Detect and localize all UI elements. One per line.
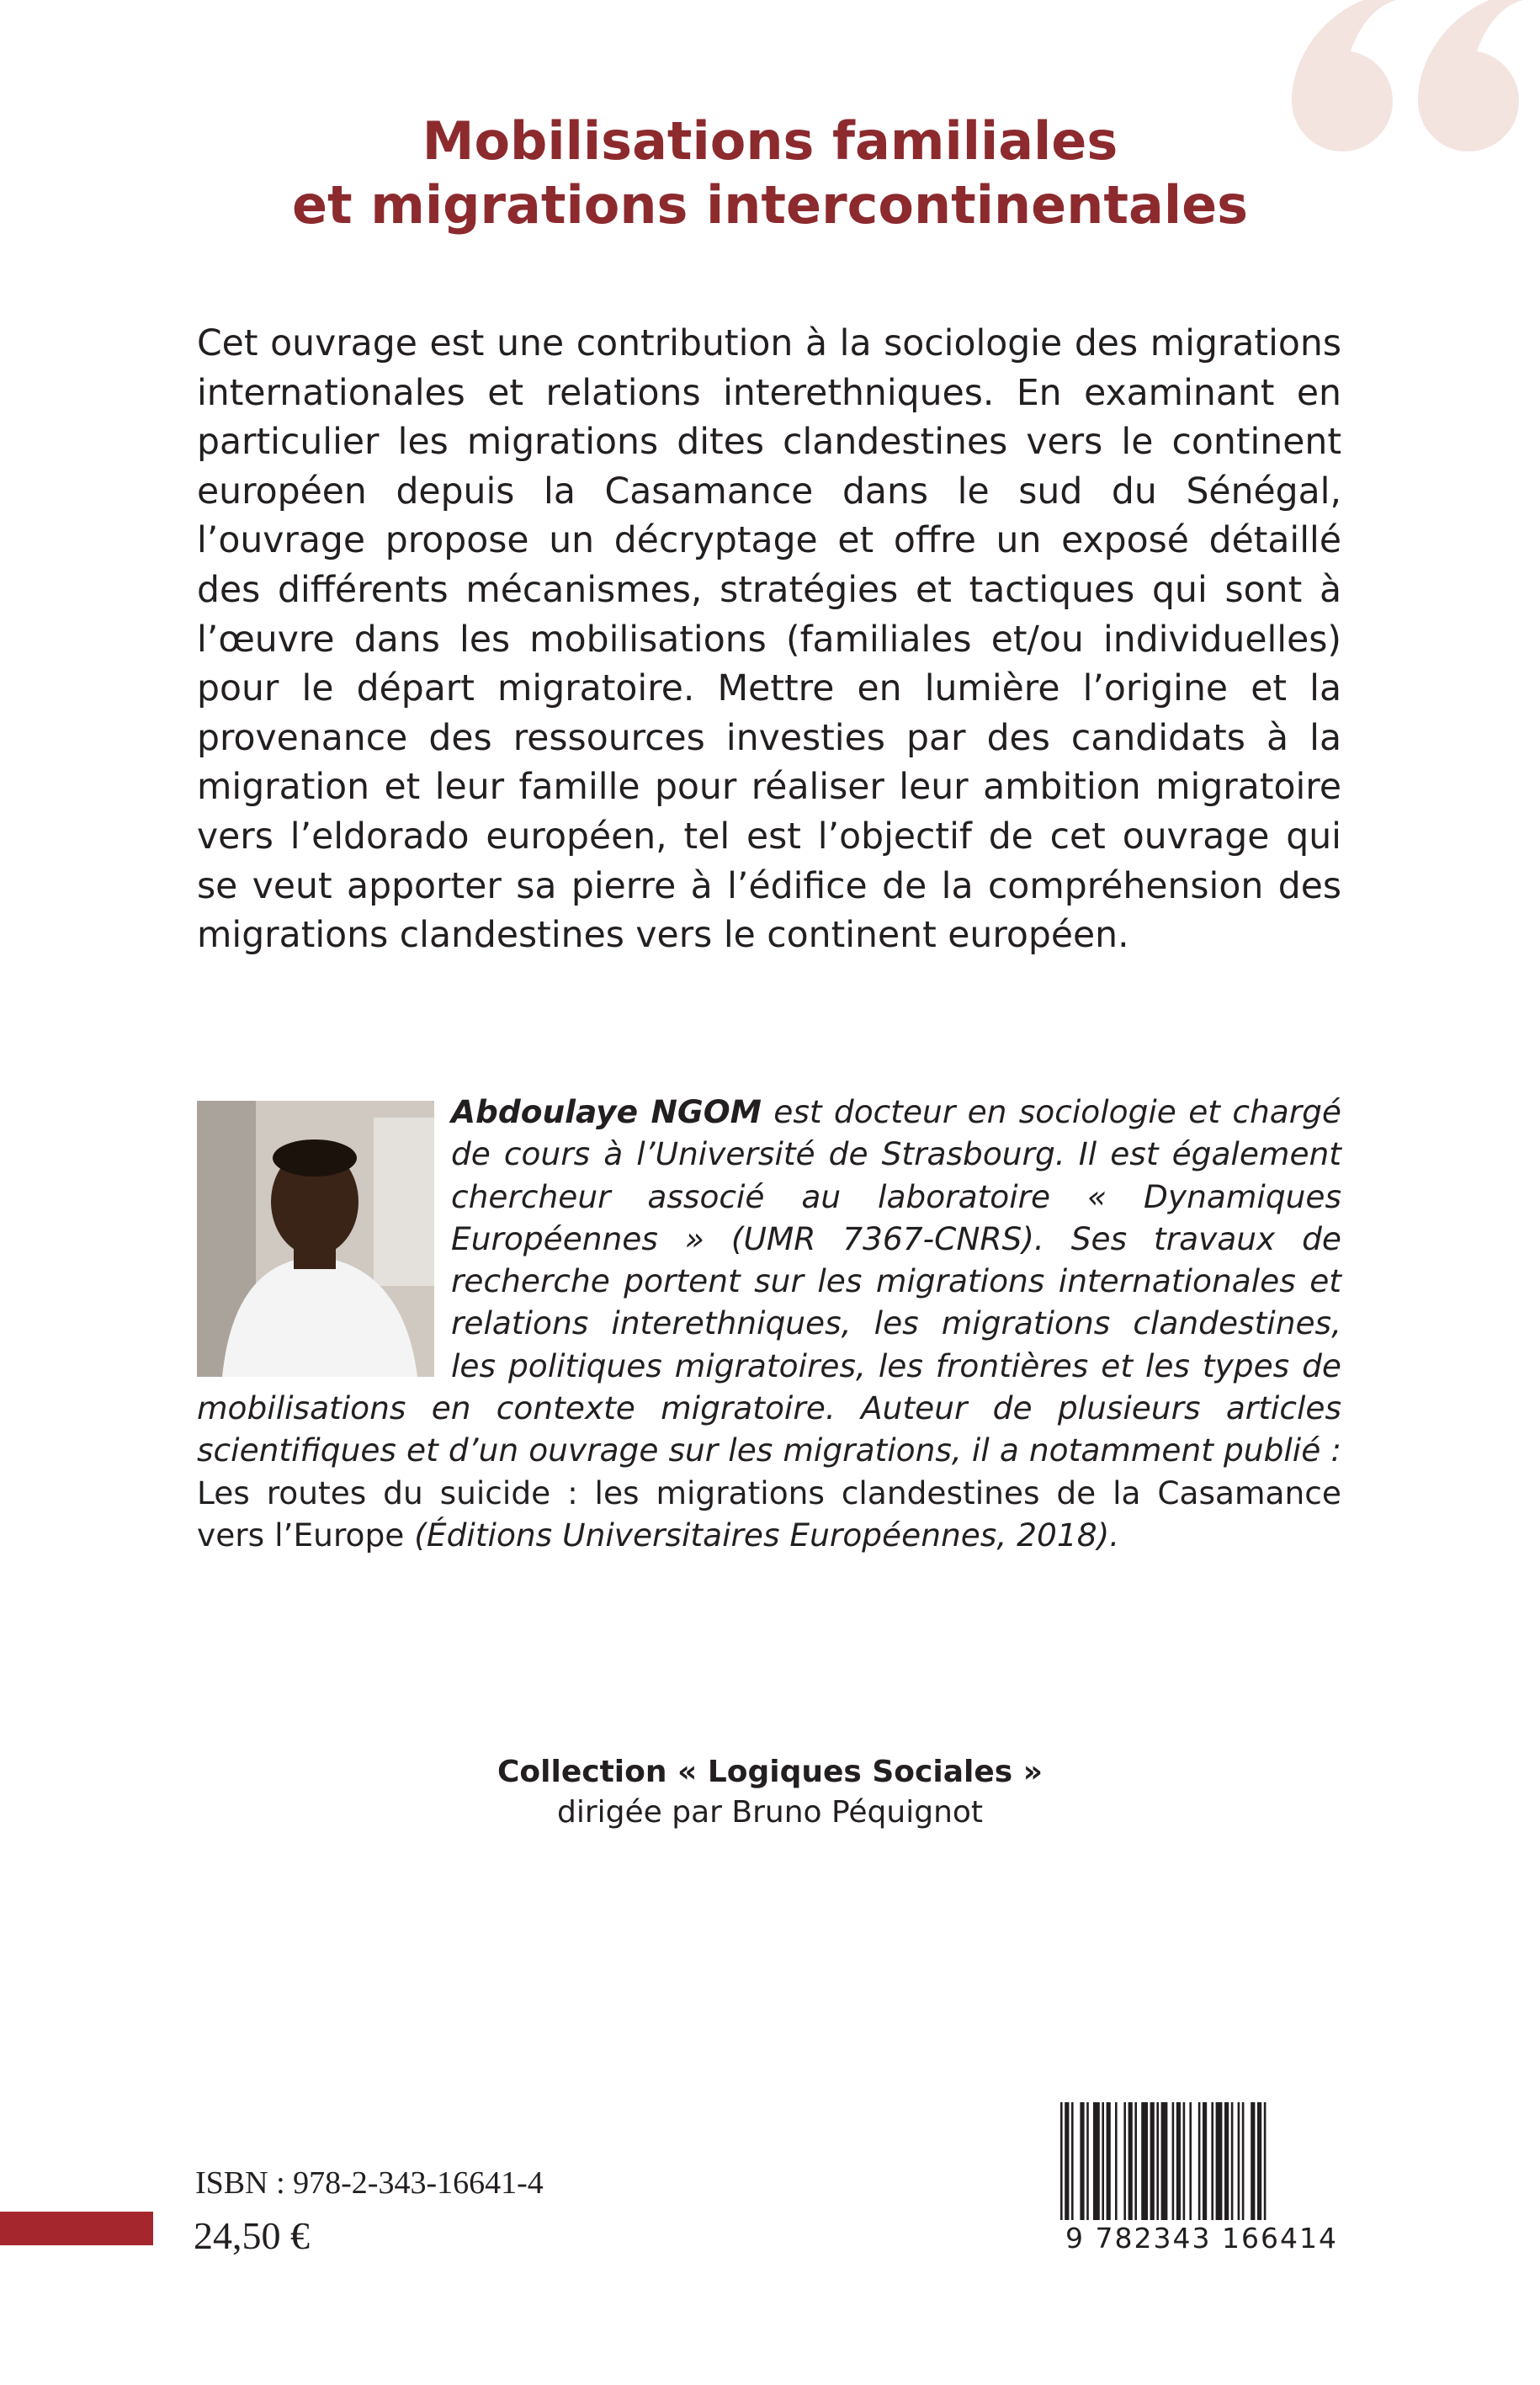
title-line-1: Mobilisations familiales: [422, 110, 1118, 172]
accent-bar: [0, 2212, 153, 2245]
barcode-bar: [1242, 2102, 1245, 2220]
barcode-bar: [1107, 2102, 1111, 2220]
author-name: Abdoulaye NGOM: [451, 1093, 762, 1130]
barcode-bar: [1102, 2102, 1104, 2220]
barcode-bar: [1115, 2102, 1118, 2220]
barcode-bar: [1203, 2102, 1207, 2220]
barcode-bar: [1128, 2102, 1133, 2220]
barcode-bar: [1183, 2102, 1186, 2220]
back-cover-blurb: Cet ouvrage est une contribution à la sociologie des migrations internationales et relations interethniques. En examinant en particulier les migrations dites clandestines vers le continent européen depuis la Casamance dans le sud du Sénégal, l’ouvrage propose un décryptage et offre un exposé détaillé des différents mécanismes, stratégies et tactiques qui sont à l’œuvre dans les mobilisations (familiales et/ou individuelles) pour le départ migratoire. Mettre en lumière l’origine et la provenance des ressources investies par des candidats à la migration et leur famille pour réaliser leur ambition migratoire vers l’eldorado européen, tel est l’objectif de cet ouvrage qui se veut apporter sa pierre à l’édifice de la compréhension des migrations clandestines vers le continent européen.: [197, 323, 1341, 957]
barcode-bar: [1123, 2102, 1126, 2220]
barcode-bar: [1093, 2102, 1100, 2220]
isbn: ISBN : 978-2-343-16641-4: [195, 2165, 544, 2201]
barcode-bar: [1086, 2102, 1089, 2220]
author-book-title: Les routes du suicide : les migrations clandestines de la Casamance vers l’Europe: [197, 1474, 1341, 1554]
barcode-bar: [1211, 2102, 1213, 2220]
author-bio-text: est docteur en sociologie et chargé de cours à l’Université de Strasbourg. Il est également chercheur associé au laboratoire « Dynamiques Européennes » (UMR 7367-CNRS). Ses travaux de recherche portent sur les migrations internationales et relations interethniques, les migrations clandestines, les politiques migratoires, les frontières et les types de mobilisations en contexte migratoire. Auteur de plusieurs articles scientifiques et d’un ouvrage sur les migrations, il a notamment publié :: [197, 1093, 1342, 1469]
collection-info: [0, 1752, 1540, 1833]
barcode-bar: [1238, 2102, 1240, 2220]
barcode-bar: [1176, 2102, 1181, 2220]
barcode-bar: [1231, 2102, 1234, 2220]
barcode-bar: [1060, 2102, 1063, 2220]
barcode-bar: [1198, 2102, 1201, 2220]
barcode-bar: [1216, 2102, 1223, 2220]
author-bio-publisher: (Éditions Universitaires Européennes, 2018).: [404, 1516, 1120, 1554]
price: 24,50 €: [194, 2214, 310, 2257]
book-title: [0, 109, 1540, 237]
barcode-bar: [1071, 2102, 1074, 2220]
barcode-bar: [1264, 2102, 1267, 2220]
collection-director: dirigée par Bruno Péquignot: [556, 1795, 984, 1830]
photo-spacer: [197, 1091, 451, 1377]
barcode-bar: [1080, 2102, 1084, 2220]
barcode-bar: [1134, 2102, 1137, 2220]
barcode-digits: 9 782343 166414: [1065, 2222, 1338, 2255]
barcode-bar: [1065, 2102, 1069, 2220]
barcode-bar: [1161, 2102, 1168, 2220]
barcode-bar: [1141, 2102, 1148, 2220]
barcode-bar: [1224, 2102, 1229, 2220]
barcode-bar: [1156, 2102, 1159, 2220]
title-line-2: et migrations intercontinentales: [291, 174, 1249, 236]
collection-name: Collection « Logiques Sociales »: [497, 1755, 1043, 1789]
barcode-bar: [1189, 2102, 1192, 2220]
barcode-bar: [1150, 2102, 1155, 2220]
barcode-bar: [1257, 2102, 1261, 2220]
barcode-bar: [1251, 2102, 1255, 2220]
author-biography: [197, 1091, 1341, 1556]
barcode-bar: [1172, 2102, 1175, 2220]
